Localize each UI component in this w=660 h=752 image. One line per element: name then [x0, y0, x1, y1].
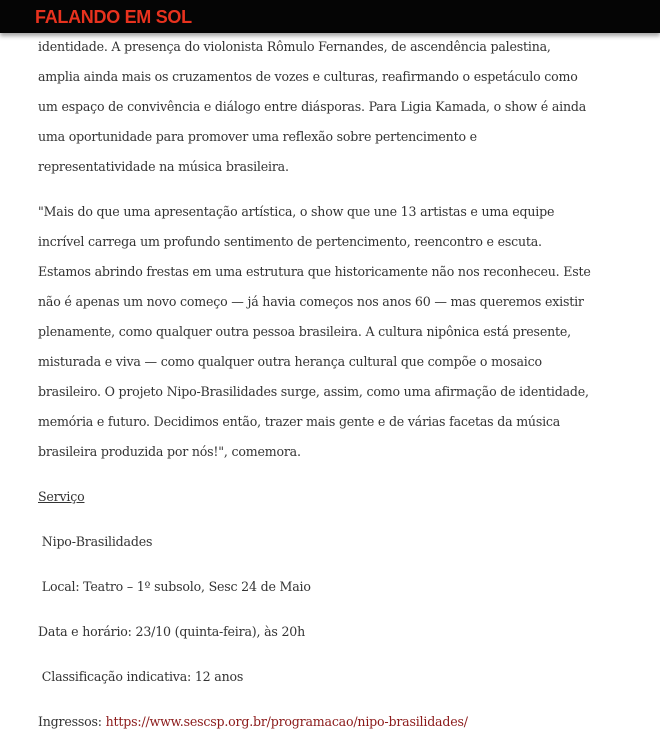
- site-logo-link[interactable]: FALANDO EM SOL: [35, 7, 192, 27]
- service-location: Local: Teatro – 1º subsolo, Sesc 24 de Maio: [38, 579, 311, 594]
- article-body: [38, 32, 594, 752]
- service-heading-text: Serviço: [38, 489, 85, 504]
- tickets-label: Ingressos:: [38, 714, 106, 729]
- article-quote-paragraph: "Mais do que uma apresentação artística, o show que une 13 artistas e uma equipe incrível carrega um profundo sentimento de pertencimento, reencontro e escuta. Estamos abrindo frestas em uma estrutura que historicamente não nos reconheceu. Este não é apenas um novo começo — já havia começos nos anos 60 — mas queremos existir plenamente, como qualquer outra pessoa brasileira. A cultura nipônica está presente, misturada e viva — como qualquer outra herança cultural que compõe o mosaico brasileiro. O projeto Nipo-Brasilidades surge, assim, como uma afirmação de identidade, memória e futuro. Decidimos então, trazer mais gente e de várias facetas da música brasileira produzida por nós!", comemora.: [38, 204, 591, 459]
- article-paragraph: identidade. A presença do violonista Rômulo Fernandes, de ascendência palestina, amplia ainda mais os cruzamentos de vozes e culturas, reafirmando o espetáculo como um espaço de convivência e diálogo entre diásporas. Para Ligia Kamada, o show é ainda uma oportunidade para promover uma reflexão sobre pertencimento e representatividade na música brasileira.: [38, 39, 587, 174]
- tickets-link[interactable]: https://www.sescsp.org.br/programacao/nipo-brasilidades/: [105, 714, 468, 729]
- service-tickets: [38, 707, 594, 737]
- site-header: [0, 0, 660, 33]
- service-rating: Classificação indicativa: 12 anos: [38, 669, 244, 684]
- service-datetime: Data e horário: 23/10 (quinta-feira), às 20h: [38, 624, 305, 639]
- service-event-name: Nipo-Brasilidades: [38, 534, 153, 549]
- service-heading: [38, 482, 594, 512]
